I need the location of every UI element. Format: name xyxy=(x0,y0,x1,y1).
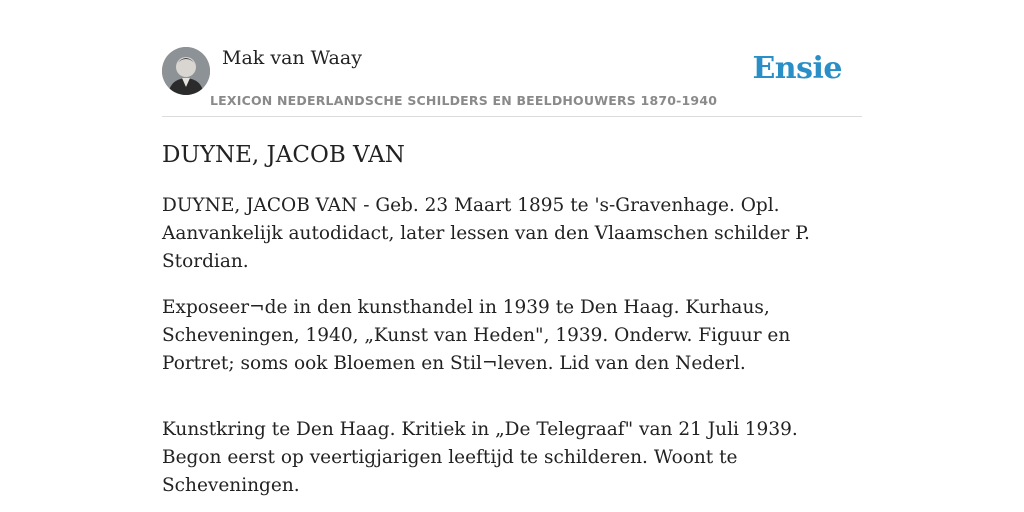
paragraph: Exposeer¬de in den kunsthandel in 1939 te Den Haag. Kurhaus, Scheveningen, 1940, „Kunst van Heden", 1939. Onderw. Figuur en Portret; soms ook Bloemen en Stil¬leven. Lid van den Nederl. xyxy=(162,297,791,374)
portrait-icon xyxy=(162,47,210,95)
article-body xyxy=(162,192,862,512)
paragraph: Kunstkring te Den Haag. Kritiek in „De Telegraaf" van 21 Juli 1939. Begon eerst op veertigjarigen leeftijd te schilderen. Woont te Scheveningen. xyxy=(162,419,798,496)
source-title[interactable]: LEXICON NEDERLANDSCHE SCHILDERS EN BEELDHOUWERS 1870-1940 xyxy=(210,93,718,108)
paragraph: DUYNE, JACOB VAN - Geb. 23 Maart 1895 te 's-Gravenhage. Opl. Aanvankelijk autodidact, later lessen van den Vlaamschen schilder P. Stordian. xyxy=(162,195,810,272)
ensie-logo[interactable]: Ensie xyxy=(752,51,842,86)
article-title: DUYNE, JACOB VAN xyxy=(162,142,405,168)
page-header xyxy=(162,46,862,117)
author-name[interactable]: Mak van Waay xyxy=(222,47,362,69)
author-avatar[interactable] xyxy=(162,47,210,95)
